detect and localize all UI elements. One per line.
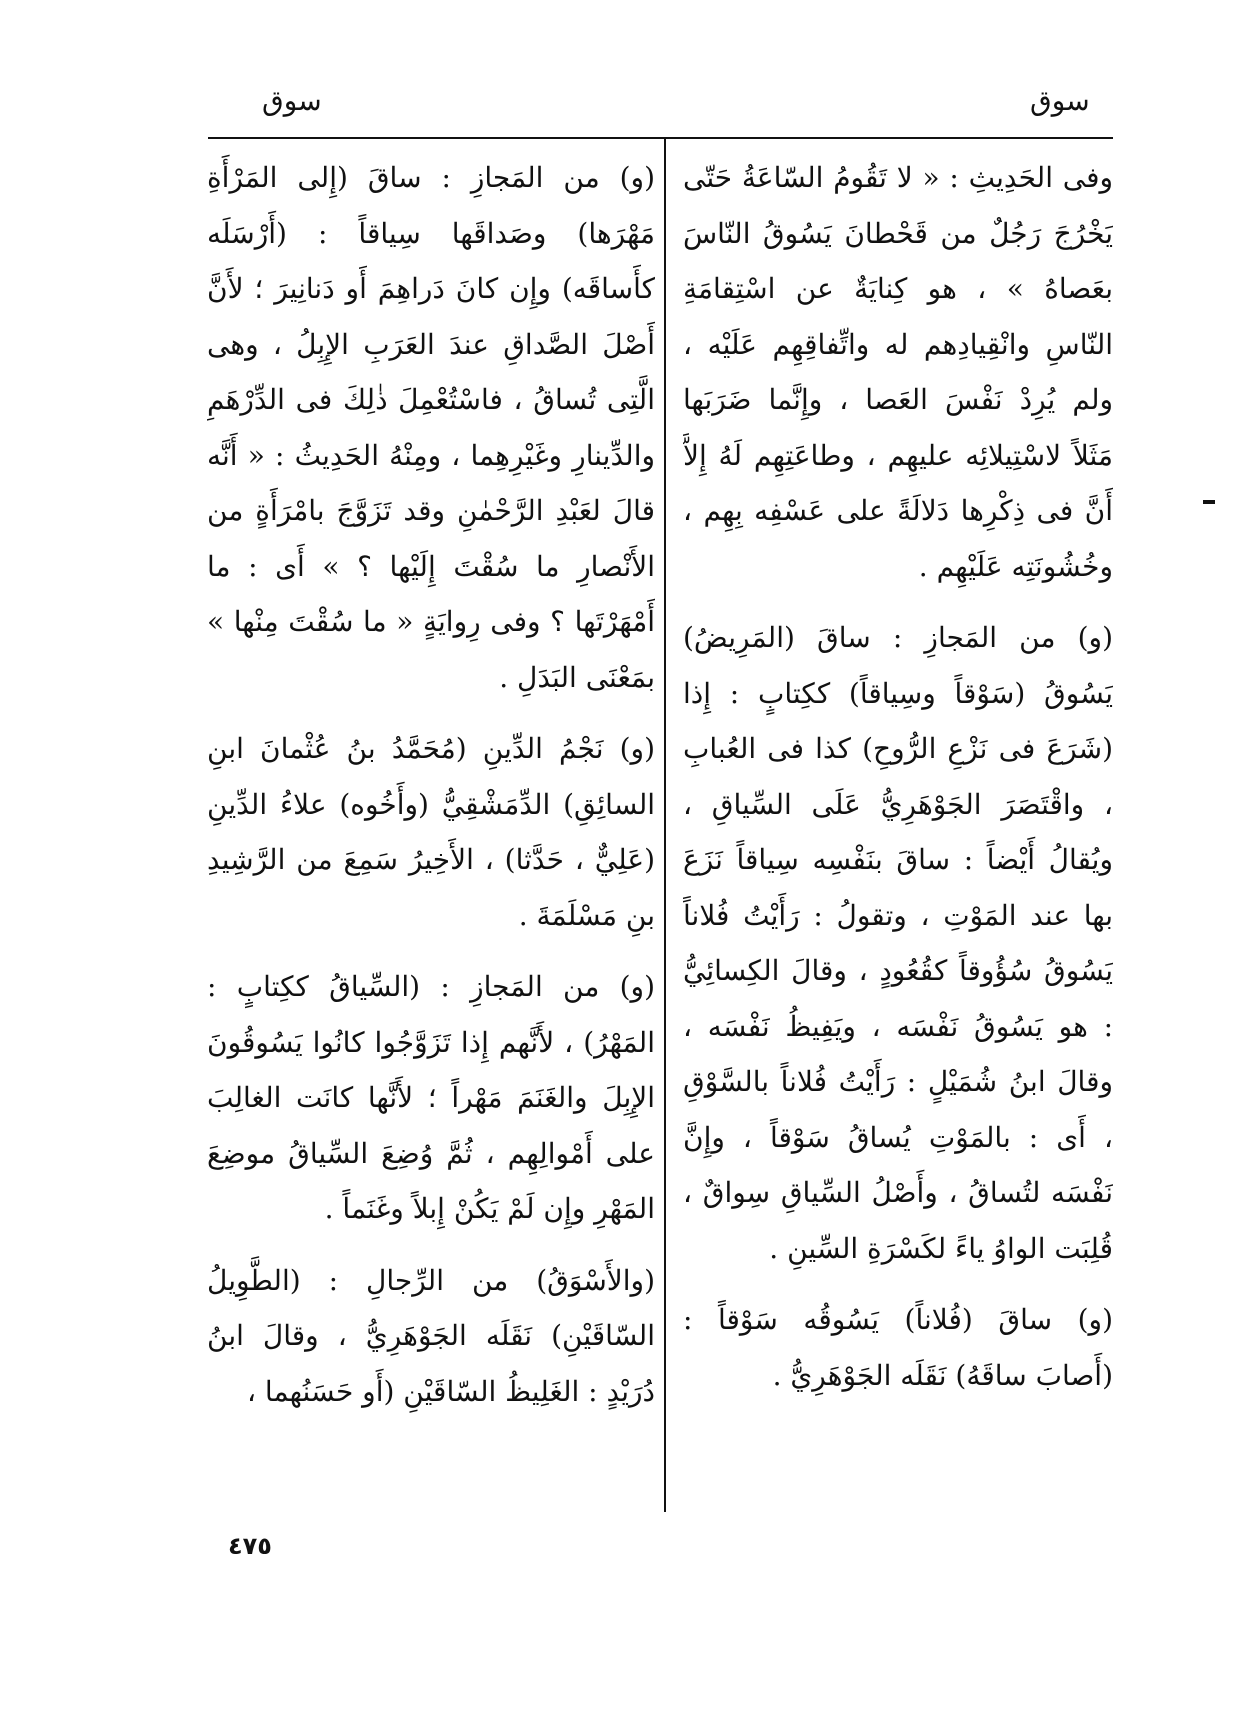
paragraph: وفى الحَدِيثِ : « لا تَقُومُ السّاعَةُ حَتّى يَخْرُجَ رَجُلٌ من قَحْطانَ يَسُوقُ النّاسَ بعَصاهُ » ، هو كِنايَةٌ عن اسْتِقامَةِ النّاسِ وانْقِيادِهم له واتِّفاقِهِم عَلَيْه ، ولم يُرِدْ نَفْسَ العَصا ، وإِنَّما ضَرَبَها مَثَلاً لاسْتِيلائِه عليهِم ، وطاعَتِهِم لَهُ إِلاَّ أَنَّ فى ذِكْرِها دَلالَةً على عَسْفِه بِهِم ، وخُشُونَتِه عَلَيْهِم . xyxy=(683,161,1113,583)
header-entry-word-left: سوق xyxy=(262,84,322,117)
header-rule xyxy=(208,137,1113,139)
paragraph: (و) من المَجازِ : ساقَ (المَرِيضُ) يَسُوقُ (سَوْقاً وسِياقاً) ككِتابٍ : إِذا (شَرَعَ فى نَزْعِ الرُّوحِ) كذا فى العُبابِ ، واقْتَصَرَ الجَوْهَرِيُّ عَلَى السِّياقِ ، ويُقالُ أَيْضاً : ساقَ بنَفْسِه سِياقاً نَزَعَ بها عند المَوْتِ ، وتقولُ : رَأَيْتُ فُلاناً يَسُوقُ سُؤُوقاً كقُعُودٍ ، وقالَ الكِسائِيُّ : هو يَسُوقُ نَفْسَه ، ويَفِيظُ نَفْسَه ، وقالَ ابنُ شُمَيْلٍ : رَأَيْتُ فُلاناً بالسَّوْقِ ، أَى : بالمَوْتِ يُساقُ سَوْقاً ، وإِنَّ نَفْسَه لتُساقُ ، وأَصْلُ السِّياقِ سِواقٌ ، قُلِبَت الواوُ ياءً لكَسْرَةِ السِّينِ . xyxy=(683,621,1113,1265)
paragraph: (والأَسْوَقُ) من الرِّجالِ : (الطَّوِيلُ السّاقَيْنِ) نَقَلَه الجَوْهَرِيُّ ، وقالَ ابنُ دُرَيْدٍ : الغَلِيظُ السّاقَيْنِ (أَو حَسَنُهما ، xyxy=(207,1263,655,1408)
scan-mark xyxy=(1203,500,1215,504)
header-entry-word-right: سوق xyxy=(1030,84,1090,117)
column-divider xyxy=(664,137,666,1512)
paragraph: (و) ساقَ (فُلاناً) يَسُوقُه سَوْقاً : (أَصابَ ساقَهُ) نَقَلَه الجَوْهَرِيُّ . xyxy=(683,1303,1113,1392)
page-number: ٤٧٥ xyxy=(228,1532,272,1560)
paragraph: (و) نَجْمُ الدِّينِ (مُحَمَّدُ بنُ عُثْمانَ ابنِ السائِقِ) الدِّمَشْقِيُّ (وأَخُوه) علاءُ الدِّينِ (عَلِيٌّ ، حَدَّثا) ، الأَخِيرُ سَمِعَ من الرَّشِيدِ بنِ مَسْلَمَةَ . xyxy=(207,732,655,932)
right-column xyxy=(683,150,1113,1510)
left-column xyxy=(207,150,655,1510)
paragraph: (و) من المَجازِ : (السِّياقُ ككِتابٍ : المَهْرُ) ، لأَنَّهم إِذا تَزَوَّجُوا كانُوا يَسُوقُونَ الإِبِلَ والغَنَمَ مَهْراً ؛ لأَنَّها كانَت الغالِبَ على أَمْوالِهِم ، ثُمَّ وُضِعَ السِّياقُ موضِعَ المَهْرِ وإِن لَمْ يَكُنْ إِبلاً وغَنَماً . xyxy=(207,970,655,1225)
paragraph: (و) من المَجازِ : ساقَ (إِلى المَرْأَةِ مَهْرَها) وصَداقَها سِياقاً : (أَرْسَلَه كأَساقَه) وإِن كانَ دَراهِمَ أَو دَنانِيرَ ؛ لأَنَّ أَصْلَ الصَّداقِ عندَ العَرَبِ الإِبِلُ ، وهى الَّتِى تُساقُ ، فاسْتُعْمِلَ ذٰلِكَ فى الدِّرْهَمِ والدِّينارِ وغَيْرِهِما ، ومِنْهُ الحَدِيثُ : « أَنَّه قالَ لعَبْدِ الرَّحْمٰنِ وقد تَزَوَّجَ بامْرَأَةٍ من الأَنْصارِ ما سُقْتَ إِلَيْها ؟ » أَى : ما أَمْهَرْتَها ؟ وفى رِوايَةٍ « ما سُقْتَ مِنْها » بمَعْنَى البَدَلِ . xyxy=(207,161,655,694)
